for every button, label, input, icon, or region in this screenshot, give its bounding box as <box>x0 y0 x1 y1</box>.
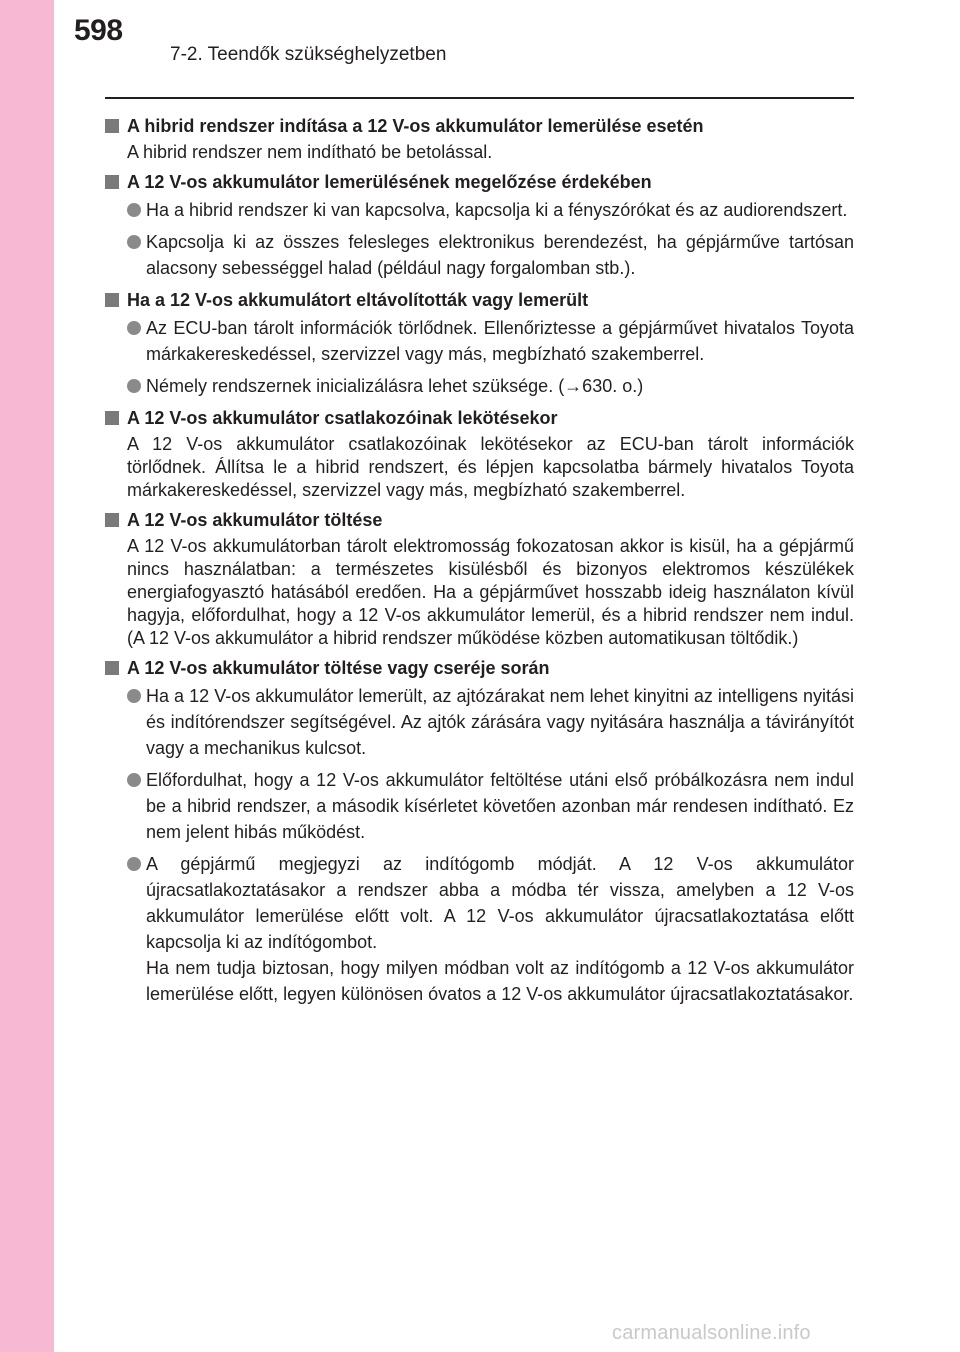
circle-bullet-icon <box>127 379 141 393</box>
square-bullet-icon <box>105 175 119 189</box>
list-item-main-text: A gépjármű megjegyzi az indítógomb módját. A 12 V-os akkumulátor újracsatlakoztatásakor a rendszer abba a módba tér vissza, amelyben a 12 V-os akkumulátor lemerülése előtt volt. A 12 V-os akkumulátor újracsatlakoztatása előtt kapcsolja ki az indítógombot. <box>146 854 854 952</box>
section-paragraph: A 12 V-os akkumulátor csatlakozóinak lekötésekor az ECU-ban tárolt információk törlődnek. Állítsa le a hibrid rendszert, és lépjen kapcsolatba bármely hivatalos Toyota márkakereskedéssel, szervizzel vagy más, megbízható szakemberrel. <box>127 434 854 500</box>
list-item-text: Ha a 12 V-os akkumulátor lemerült, az ajtózárakat nem lehet kinyitni az intelligens nyitási és indítórendszer segítségével. Az ajtók zárására vagy nyitására használja a távirányítót vagy a mechanikus kulcsot. <box>146 686 854 758</box>
section-heading <box>105 113 854 139</box>
list-item <box>127 851 854 1007</box>
section-title: 7-2. Teendők szükséghelyzetben <box>170 44 447 65</box>
section-heading-text: A 12 V-os akkumulátor töltése vagy cseréje során <box>127 658 550 678</box>
watermark: carmanualsonline.info <box>612 1322 811 1344</box>
list-item <box>127 229 854 281</box>
section-heading <box>105 405 854 431</box>
section-paragraph: A hibrid rendszer nem indítható be betolással. <box>127 142 493 162</box>
header-divider <box>105 97 854 99</box>
list-item-text: Előfordulhat, hogy a 12 V-os akkumulátor feltöltése utáni első próbálkozásra nem indul be a hibrid rendszer, a második kísérletet követően azonban már rendesen indítható. Ez nem jelent hibás működést. <box>146 770 854 842</box>
list-item-extra-text: Ha nem tudja biztosan, hogy milyen módban volt az indítógomb a 12 V-os akkumulátor lemerülése előtt, legyen különösen óvatos a 12 V-os akkumulátor újracsatlakoztatásakor. <box>146 958 854 1004</box>
list-item <box>127 315 854 367</box>
list-item-text <box>146 851 854 1007</box>
square-bullet-icon <box>105 411 119 425</box>
section-heading <box>105 655 854 681</box>
page-content <box>105 108 854 1013</box>
circle-bullet-icon <box>127 203 141 217</box>
square-bullet-icon <box>105 661 119 675</box>
list-item <box>127 373 854 399</box>
section-heading-text: A 12 V-os akkumulátor töltése <box>127 510 383 530</box>
section-heading-text: A 12 V-os akkumulátor lemerülésének megelőzése érdekében <box>127 172 652 192</box>
circle-bullet-icon <box>127 689 141 703</box>
section-paragraph: A 12 V-os akkumulátorban tárolt elektromosság fokozatosan akkor is kisül, ha a gépjármű nincs használatban: a természetes kisülésből és bizonyos elektromos készülékek energiafogyasztó hatásából eredően. Ha a gépjárművet hosszabb ideig használaton kívül hagyja, előfordulhat, hogy a 12 V-os akkumulátor lemerül, és a hibrid rendszer nem indul. (A 12 V-os akkumulátor a hibrid rendszer működése közben automatikusan töltődik.) <box>127 536 854 648</box>
list-item-text: Kapcsolja ki az összes felesleges elektronikus berendezést, ha gépjárműve tartósan alacsony sebességgel halad (például nagy forgalomban stb.). <box>146 232 854 278</box>
page-side-tab <box>0 0 54 1352</box>
list-item <box>127 197 854 223</box>
list-item-text: Némely rendszernek inicializálásra lehet szüksége. (→630. o.) <box>146 376 644 396</box>
list-item-text: Ha a hibrid rendszer ki van kapcsolva, kapcsolja ki a fényszórókat és az audiorendszert. <box>146 200 848 220</box>
page-number: 598 <box>74 14 123 47</box>
list-item <box>127 683 854 761</box>
list-item <box>127 767 854 845</box>
square-bullet-icon <box>105 513 119 527</box>
circle-bullet-icon <box>127 857 141 871</box>
section-heading <box>105 507 854 533</box>
section-heading-text: Ha a 12 V-os akkumulátort eltávolították vagy lemerült <box>127 290 589 310</box>
section-heading-text: A hibrid rendszer indítása a 12 V-os akkumulátor lemerülése esetén <box>127 116 704 136</box>
square-bullet-icon <box>105 119 119 133</box>
circle-bullet-icon <box>127 773 141 787</box>
section-heading-text: A 12 V-os akkumulátor csatlakozóinak lekötésekor <box>127 408 558 428</box>
square-bullet-icon <box>105 293 119 307</box>
circle-bullet-icon <box>127 235 141 249</box>
section-heading <box>105 169 854 195</box>
list-item-text: Az ECU-ban tárolt információk törlődnek. Ellenőriztesse a gépjárművet hivatalos Toyota márkakereskedéssel, szervizzel vagy más, megbízható szakemberrel. <box>146 318 854 364</box>
section-heading <box>105 287 854 313</box>
circle-bullet-icon <box>127 321 141 335</box>
